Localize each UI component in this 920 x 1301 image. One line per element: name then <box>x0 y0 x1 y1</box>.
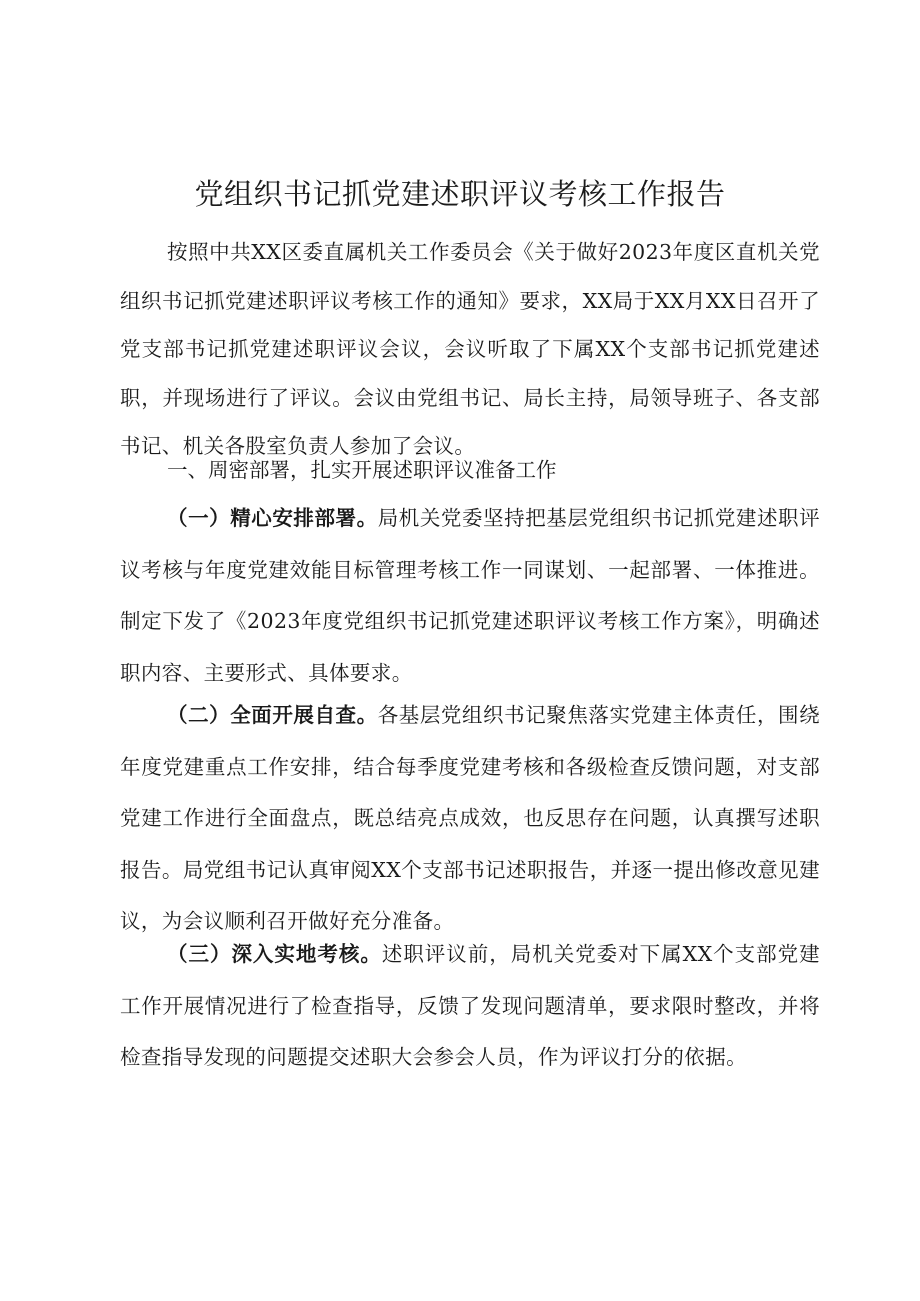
intro-paragraph: 按照中共XX区委直属机关工作委员会《关于做好2023年度区直机关党组织书记抓党建述职评议考核工作的通知》要求，XX局于XX月XX日召开了党支部书记抓党建述职评议会议，会议听取了下属XX个支部书记抓党建述职，并现场进行了评议。会议由党组书记、局长主持，局领导班子、各支部书记、机关各股室负责人参加了会议。 <box>120 240 820 459</box>
subsection-paragraph-3 <box>120 929 820 1084</box>
section-heading: 一、周密部署，扎实开展述职评议准备工作 <box>167 458 557 482</box>
subsection-lead-2: （二）全面开展自查。 <box>167 703 378 727</box>
subsection-body-3: 述职评议前，局机关党委对下属XX个支部党建工作开展情况进行了检查指导，反馈了发现问题清单，要求限时整改，并将检查指导发现的问题提交述职大会参会人员，作为评议打分的依据。 <box>120 942 821 1069</box>
subsection-body-1: 局机关党委坚持把基层党组织书记抓党建述职评议考核与年度党建效能目标管理考核工作一同谋划、一起部署、一体推进。制定下发了《2023年度党组织书记抓党建述职评议考核工作方案》，明确述职内容、主要形式、具体要求。 <box>120 506 820 685</box>
document-title: 党组织书记抓党建述职评议考核工作报告 <box>194 177 726 211</box>
subsection-body-2: 各基层党组织书记聚焦落实党建主体责任，围绕年度党建重点工作安排，结合每季度党建考核和各级检查反馈问题，对支部党建工作进行全面盘点，既总结亮点成效，也反思存在问题，认真撰写述职报告。局党组书记认真审阅XX个支部书记述职报告，并逐一提出修改意见建议，为会议顺利召开做好充分准备。 <box>120 703 820 933</box>
subsection-paragraph-1 <box>120 493 820 699</box>
subsection-lead-1: （一）精心安排部署。 <box>167 506 378 530</box>
subsection-lead-3: （三）深入实地考核。 <box>167 942 382 966</box>
subsection-paragraph-2 <box>120 690 820 948</box>
